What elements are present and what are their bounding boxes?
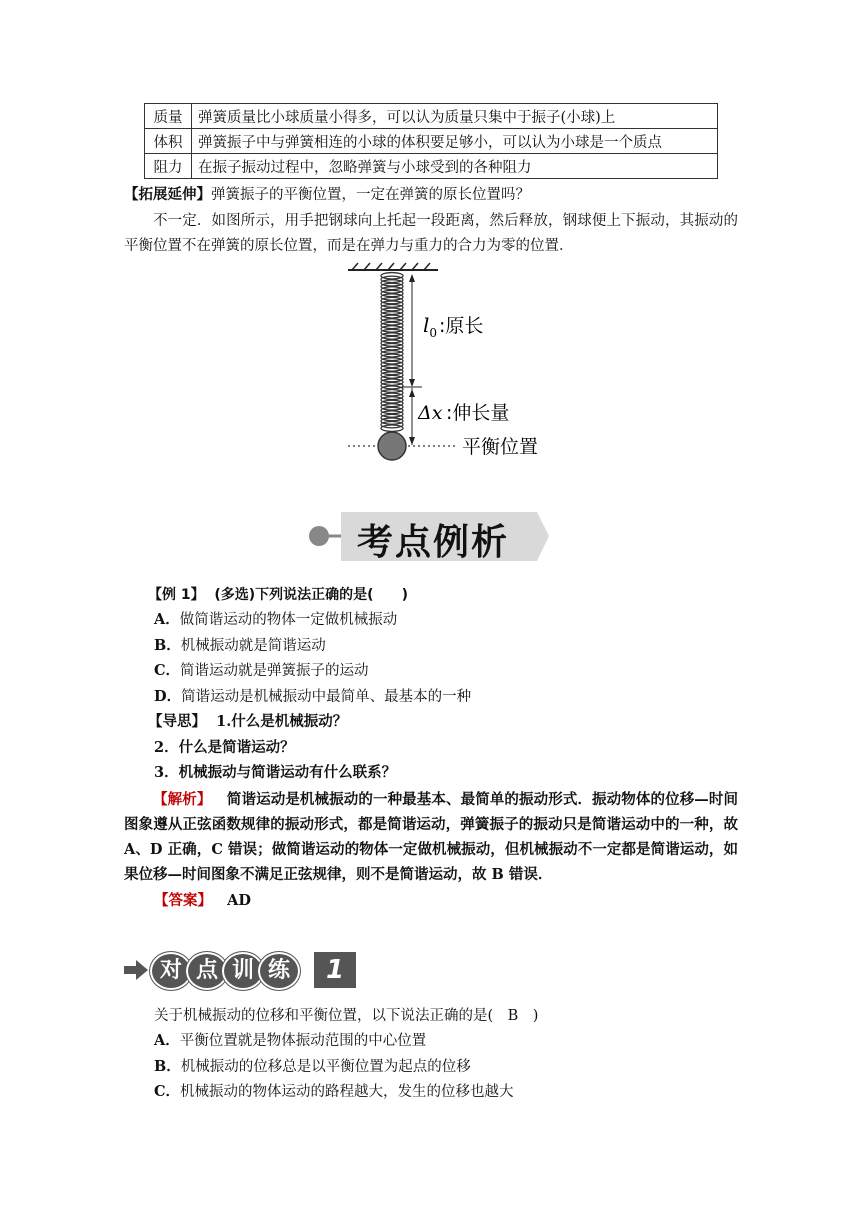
table-row	[145, 154, 718, 179]
training-option-b: B．机械振动的位移总是以平衡位置为起点的位移	[154, 1058, 471, 1075]
training-option-a: A．平衡位置就是物体振动范围的中心位置	[154, 1032, 427, 1049]
example-stem	[148, 584, 408, 606]
guide-line-1: 【导思】 1.什么是机械振动？	[148, 713, 348, 730]
l0-symbol: $l_0$	[423, 313, 438, 340]
ceiling-hatch	[352, 263, 430, 270]
table-text: 弹簧振子中与弹簧相连的小球的体积要足够小，可以认为小球是一个质点	[192, 129, 718, 154]
table-text: 在振子振动过程中，忽略弹簧与小球受到的各种阻力	[192, 154, 718, 179]
guide-line-3: 3．机械振动与简谐运动有什么联系？	[154, 764, 397, 781]
section-title: 考点例析	[357, 522, 510, 563]
extension-question: 弹簧振子的平衡位置，一定在弹簧的原长位置吗？	[211, 187, 530, 203]
option-c: C．简谐运动就是弹簧振子的运动	[154, 662, 369, 679]
dx-symbol: Δx	[418, 402, 443, 424]
table-key: 体积	[145, 129, 192, 154]
properties-table	[144, 103, 718, 179]
arrow-icon	[124, 960, 150, 980]
analysis-paragraph	[124, 787, 738, 887]
spring-coils	[381, 273, 403, 432]
table-key: 质量	[145, 104, 192, 129]
extension-answer: 不一定．如图所示，用手把钢球向上托起一段距离，然后释放，钢球便上下振动，其振动的平衡位置不在弹簧的原长位置，而是在弹力与重力的合力为零的位置．	[124, 213, 738, 254]
equilibrium-label: 平衡位置	[462, 436, 539, 458]
steel-ball	[378, 432, 406, 460]
answer-value: AD	[227, 892, 251, 909]
section-banner	[305, 509, 555, 565]
answer-tag: 【答案】	[154, 892, 212, 909]
arrow-head	[409, 389, 415, 397]
example-question: (多选)下列说法正确的是( )	[214, 587, 408, 603]
option-d: D．简谐运动是机械振动中最简单、最基本的一种	[154, 688, 472, 705]
dx-label: :伸长量	[446, 402, 510, 424]
training-stem: 关于机械振动的位移和平衡位置，以下说法正确的是( B )	[154, 1008, 539, 1024]
guide-line-2: 2．什么是简谐运动？	[154, 739, 295, 756]
example-tag: 【例 1】	[148, 587, 205, 603]
analysis-tag: 【解析】	[153, 791, 212, 808]
spring-figure	[340, 262, 560, 467]
training-option-c: C．机械振动的物体运动的路程越大，发生的位移也越大	[154, 1083, 514, 1100]
training-title: 对 点 训 练	[150, 952, 294, 990]
extension-tag: 【拓展延伸】	[124, 186, 211, 203]
table-key: 阻力	[145, 154, 192, 179]
answer-line	[154, 890, 251, 912]
table-row	[145, 129, 718, 154]
training-banner	[124, 950, 374, 990]
table-row	[145, 104, 718, 129]
option-b: B．机械振动就是简谐运动	[154, 637, 326, 654]
arrow-head	[409, 379, 415, 387]
table-text: 弹簧质量比小球质量小得多，可以认为质量只集中于振子(小球)上	[192, 104, 718, 129]
arrow-head	[409, 437, 415, 445]
l0-label: :原长	[439, 315, 484, 337]
guide-tag: 【导思】	[148, 713, 206, 730]
option-a: A．做简谐运动的物体一定做机械振动	[154, 611, 398, 628]
extension-line	[124, 184, 530, 206]
training-number: 1	[314, 952, 356, 988]
analysis-text: 简谐运动是机械振动的一种最基本、最简单的振动形式．振动物体的位移—时间图象遵从正弦函数规律的振动形式，都是简谐运动，弹簧振子的振动只是简谐运动中的一种，故 A、D 正确，C 错误；做简谐运动的物体一定做机械振动，但机械振动不一定都是简谐运动，如果位移—时间图象不满足正弦规律，则不是简谐运动，故 B 错误．	[124, 791, 739, 883]
arrow-head	[409, 274, 415, 282]
